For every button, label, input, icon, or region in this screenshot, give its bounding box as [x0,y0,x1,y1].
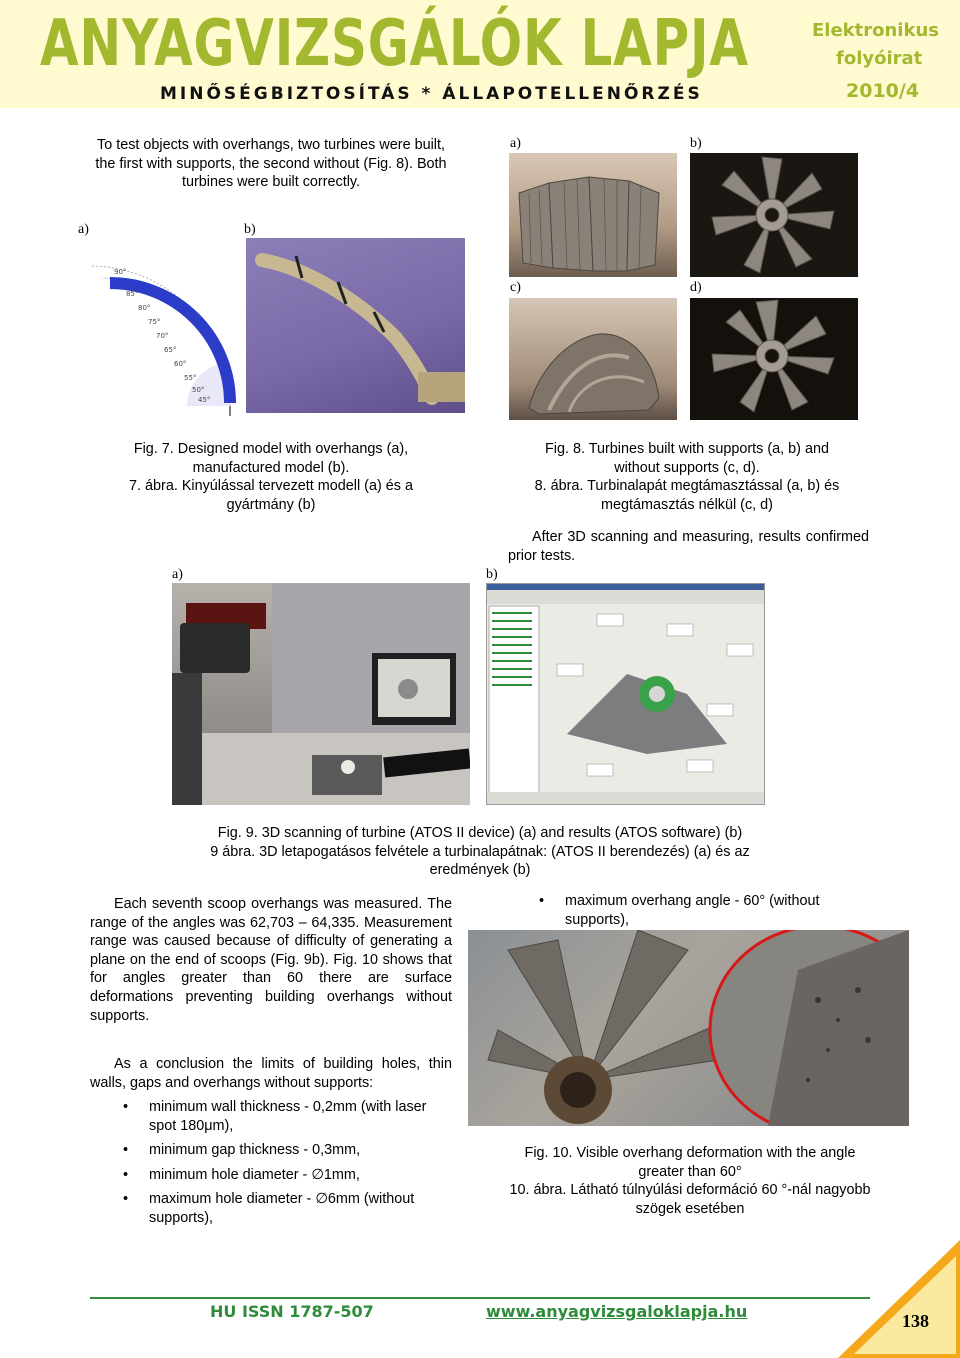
overhang-model-drawing [80,238,240,418]
overhang-list [532,892,869,935]
atos-software-results-screenshot [486,583,765,805]
angle-label: 60° [174,360,187,368]
journal-subtitle: MINŐSÉGBIZTOSÍTÁS * ÁLLAPOTELLENŐRZÉS [160,84,703,104]
angle-label: 55° [184,374,197,382]
fig8-label-a: a) [510,136,521,151]
list-item: • minimum gap thickness - 0,3mm, [116,1141,452,1160]
list-item: • minimum wall thickness - 0,2mm (with laser spot 180μm), [116,1098,452,1135]
atos-scanning-setup-photo [172,583,470,805]
fig9-caption-hu-1: 9 ábra. 3D letapogatásos felvétele a turbinalapátnak: (ATOS II berendezés) (a) és az [210,843,750,860]
fig9-caption-hu-2: eredmények (b) [429,862,531,879]
fig10-caption-en-2: greater than 60° [638,1163,742,1180]
angle-label: 50° [192,386,205,394]
fig8-caption-en-2: without supports (c, d). [614,459,760,476]
fig9-label-b: b) [486,567,498,582]
header-electronic: Elektronikus [812,20,939,41]
fig8-label-c: c) [510,280,521,295]
limits-list [116,1098,452,1234]
fig7-caption-hu-2: gyártmány (b) [226,496,316,513]
angle-label: 80° [138,304,151,312]
angle-label: 70° [156,332,169,340]
turbine-without-supports-side-photo [509,298,677,420]
turbine-without-supports-top-photo [690,298,858,420]
footer-issn: HU ISSN 1787-507 [210,1302,374,1321]
angle-label: 85° [126,290,139,298]
list-item: • minimum hole diameter - ∅1mm, [116,1166,452,1185]
list-item: • maximum overhang angle - 60° (without supports), [532,892,869,929]
after-scan-paragraph: After 3D scanning and measuring, results confirmed prior tests. [508,529,869,564]
measurement-paragraph: Each seventh scoop overhangs was measured. The range of the angles was 62,703 – 64,335. Measurement range was caused because of difficulty of generating a plane on the end of scoops (Fig. 9b). Fig. 10 shows that for angles greater than 60 there are surface deformations preventing building overhangs without supports. [90,896,452,1024]
fig9-caption [160,824,800,880]
fig7-label-b: b) [244,222,256,237]
fig8-label-d: d) [690,280,702,295]
overhang-deformation-photo [468,930,909,1126]
fig7-caption [90,440,452,514]
turbine-with-supports-side-photo [509,153,677,277]
fig7-caption-en-1: Fig. 7. Designed model with overhangs (a), [133,441,409,457]
header-journal: folyóirat [836,48,923,69]
fig7-caption-hu-1: 7. ábra. Kinyúlással tervezett modell (a) és a [129,478,413,495]
angle-label: 65° [164,346,177,354]
turbine-with-supports-top-photo [690,153,858,277]
angle-label: 45° [198,396,211,404]
fig8-caption-hu-1: 8. ábra. Turbinalapát megtámasztással (a, b) és [534,478,840,495]
overhang-model-photo [246,238,465,413]
fig8-caption [486,440,888,514]
fig7-label-a: a) [78,222,89,237]
fig10-caption-en-1: Fig. 10. Visible overhang deformation with the angle [524,1145,856,1161]
angle-label: 90° [114,268,127,276]
journal-title: ANYAGVIZSGÁLÓK LAPJA [40,7,749,81]
footer-website-link[interactable]: www.anyagvizsgaloklapja.hu [486,1302,748,1321]
fig10-caption-hu-1: 10. ábra. Látható túlnyúlási deformáció 60 °-nál nagyobb [509,1182,871,1199]
angle-label: 75° [148,318,161,326]
page-corner-triangle [838,1240,960,1358]
conclusion-paragraph: As a conclusion the limits of building holes, thin walls, gaps and overhangs without supports: [90,1056,452,1091]
fig10-caption-hu-2: szögek esetében [635,1200,745,1217]
fig8-caption-hu-2: megtámasztás nélkül (c, d) [601,496,773,513]
fig7-caption-en-2: manufactured model (b). [192,459,350,476]
fig8-caption-en-1: Fig. 8. Turbines built with supports (a, b) and [545,441,829,457]
fig8-label-b: b) [690,136,702,151]
fig9-caption-en: Fig. 9. 3D scanning of turbine (ATOS II device) (a) and results (ATOS software) (b) [217,825,743,841]
fig9-label-a: a) [172,567,183,582]
fig10-caption [470,1144,910,1218]
intro-paragraph: To test objects with overhangs, two turbines were built, the first with supports, the second without (Fig. 8). Both turbines were built correctly. [95,137,447,191]
footer-divider [90,1297,870,1299]
page-number: 138 [902,1311,929,1331]
list-item: • maximum hole diameter - ∅6mm (without supports), [116,1190,452,1227]
issue-number: 2010/4 [846,80,920,102]
